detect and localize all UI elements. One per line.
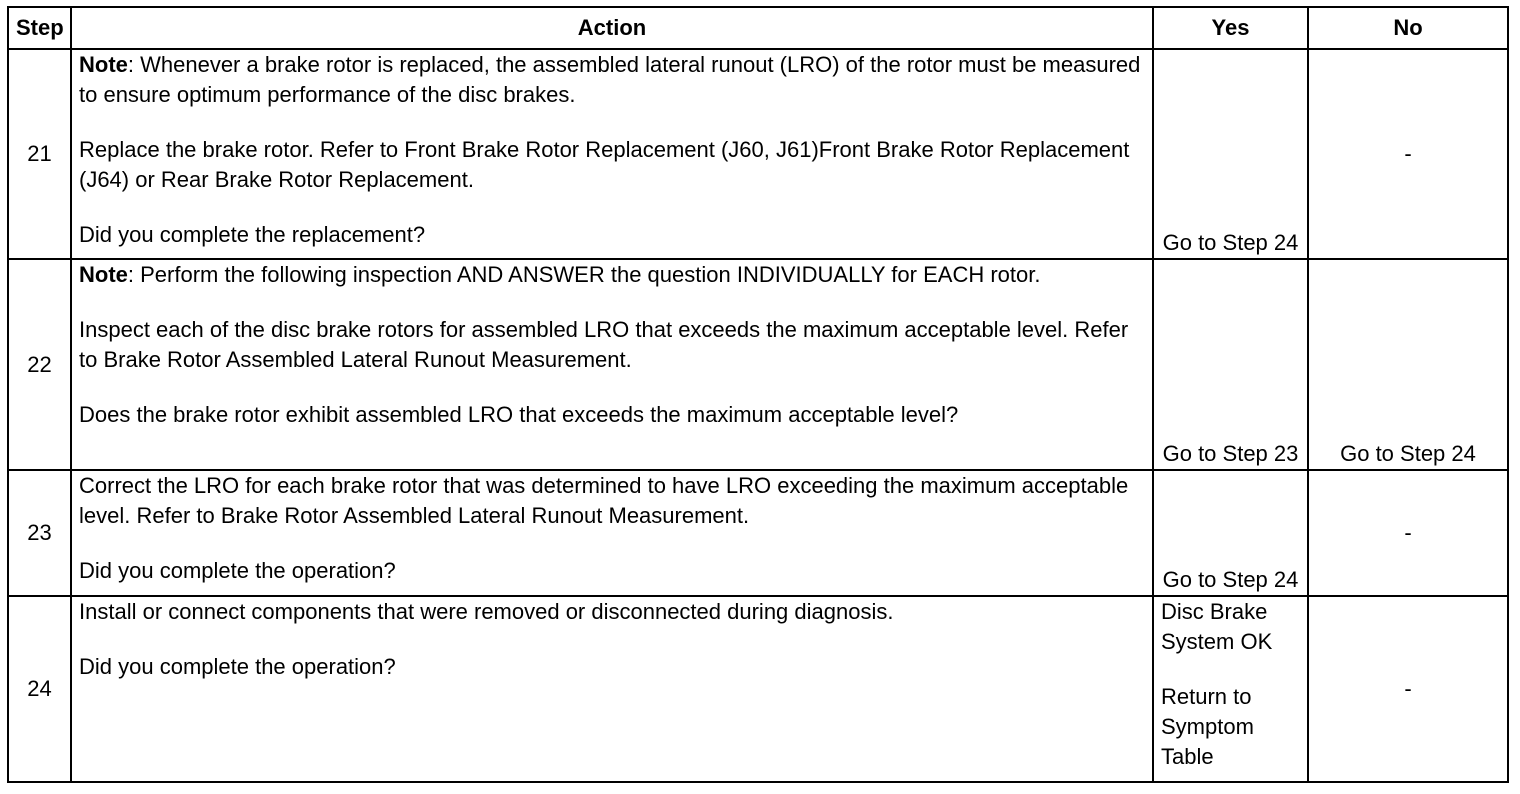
header-step: Step <box>8 7 71 49</box>
question-text: Did you complete the operation? <box>79 558 396 583</box>
note-paragraph <box>79 260 1145 290</box>
question-text: Did you complete the replacement? <box>79 222 426 247</box>
yes-cell: Go to Step 24 <box>1153 49 1308 259</box>
header-action: Action <box>71 7 1153 49</box>
header-no: No <box>1308 7 1508 49</box>
yes-cell: Go to Step 24 <box>1153 470 1308 596</box>
step-number: 21 <box>8 49 71 259</box>
action-cell <box>71 470 1153 596</box>
no-cell: - <box>1308 470 1508 596</box>
step-number: 23 <box>8 470 71 596</box>
yes-cell: Go to Step 23 <box>1153 259 1308 470</box>
table-row <box>8 49 1508 259</box>
table-row <box>8 596 1508 782</box>
instruction-text: Install or connect components that were removed or disconnected during diagnosis. <box>79 599 894 624</box>
step-number: 24 <box>8 596 71 782</box>
step-number: 22 <box>8 259 71 470</box>
no-cell: - <box>1308 49 1508 259</box>
diagnostic-table <box>7 6 1509 783</box>
instruction-text: Inspect each of the disc brake rotors for assembled LRO that exceeds the maximum acceptable level. Refer to Brake Rotor Assembled Lateral Runout Measurement. <box>79 317 1129 372</box>
action-cell <box>71 259 1153 470</box>
note-text: : Perform the following inspection AND ANSWER the question INDIVIDUALLY for EACH rotor. <box>127 262 1041 287</box>
question-text: Did you complete the operation? <box>79 654 396 679</box>
note-paragraph <box>79 50 1145 110</box>
yes-result-ok: Disc Brake System OK <box>1161 599 1273 654</box>
note-label: Note <box>79 262 128 287</box>
action-cell <box>71 49 1153 259</box>
yes-cell <box>1153 596 1308 782</box>
question-text: Does the brake rotor exhibit assembled LRO that exceeds the maximum acceptable level? <box>79 402 959 427</box>
note-label: Note <box>79 52 128 77</box>
no-cell: - <box>1308 596 1508 782</box>
table-row <box>8 259 1508 470</box>
instruction-text: Replace the brake rotor. Refer to Front Brake Rotor Replacement (J60, J61)Front Brake Rotor Replacement (J64) or Rear Brake Rotor Replacement. <box>79 137 1130 192</box>
action-cell <box>71 596 1153 782</box>
table-row <box>8 470 1508 596</box>
note-text: : Whenever a brake rotor is replaced, the assembled lateral runout (LRO) of the rotor must be measured to ensure optimum performance of the disc brakes. <box>79 52 1141 107</box>
instruction-text: Correct the LRO for each brake rotor that was determined to have LRO exceeding the maximum acceptable level. Refer to Brake Rotor Assembled Lateral Runout Measurement. <box>79 473 1129 528</box>
no-cell: Go to Step 24 <box>1308 259 1508 470</box>
header-yes: Yes <box>1153 7 1308 49</box>
header-row <box>8 7 1508 49</box>
yes-result-return: Return to Symptom Table <box>1161 684 1254 769</box>
